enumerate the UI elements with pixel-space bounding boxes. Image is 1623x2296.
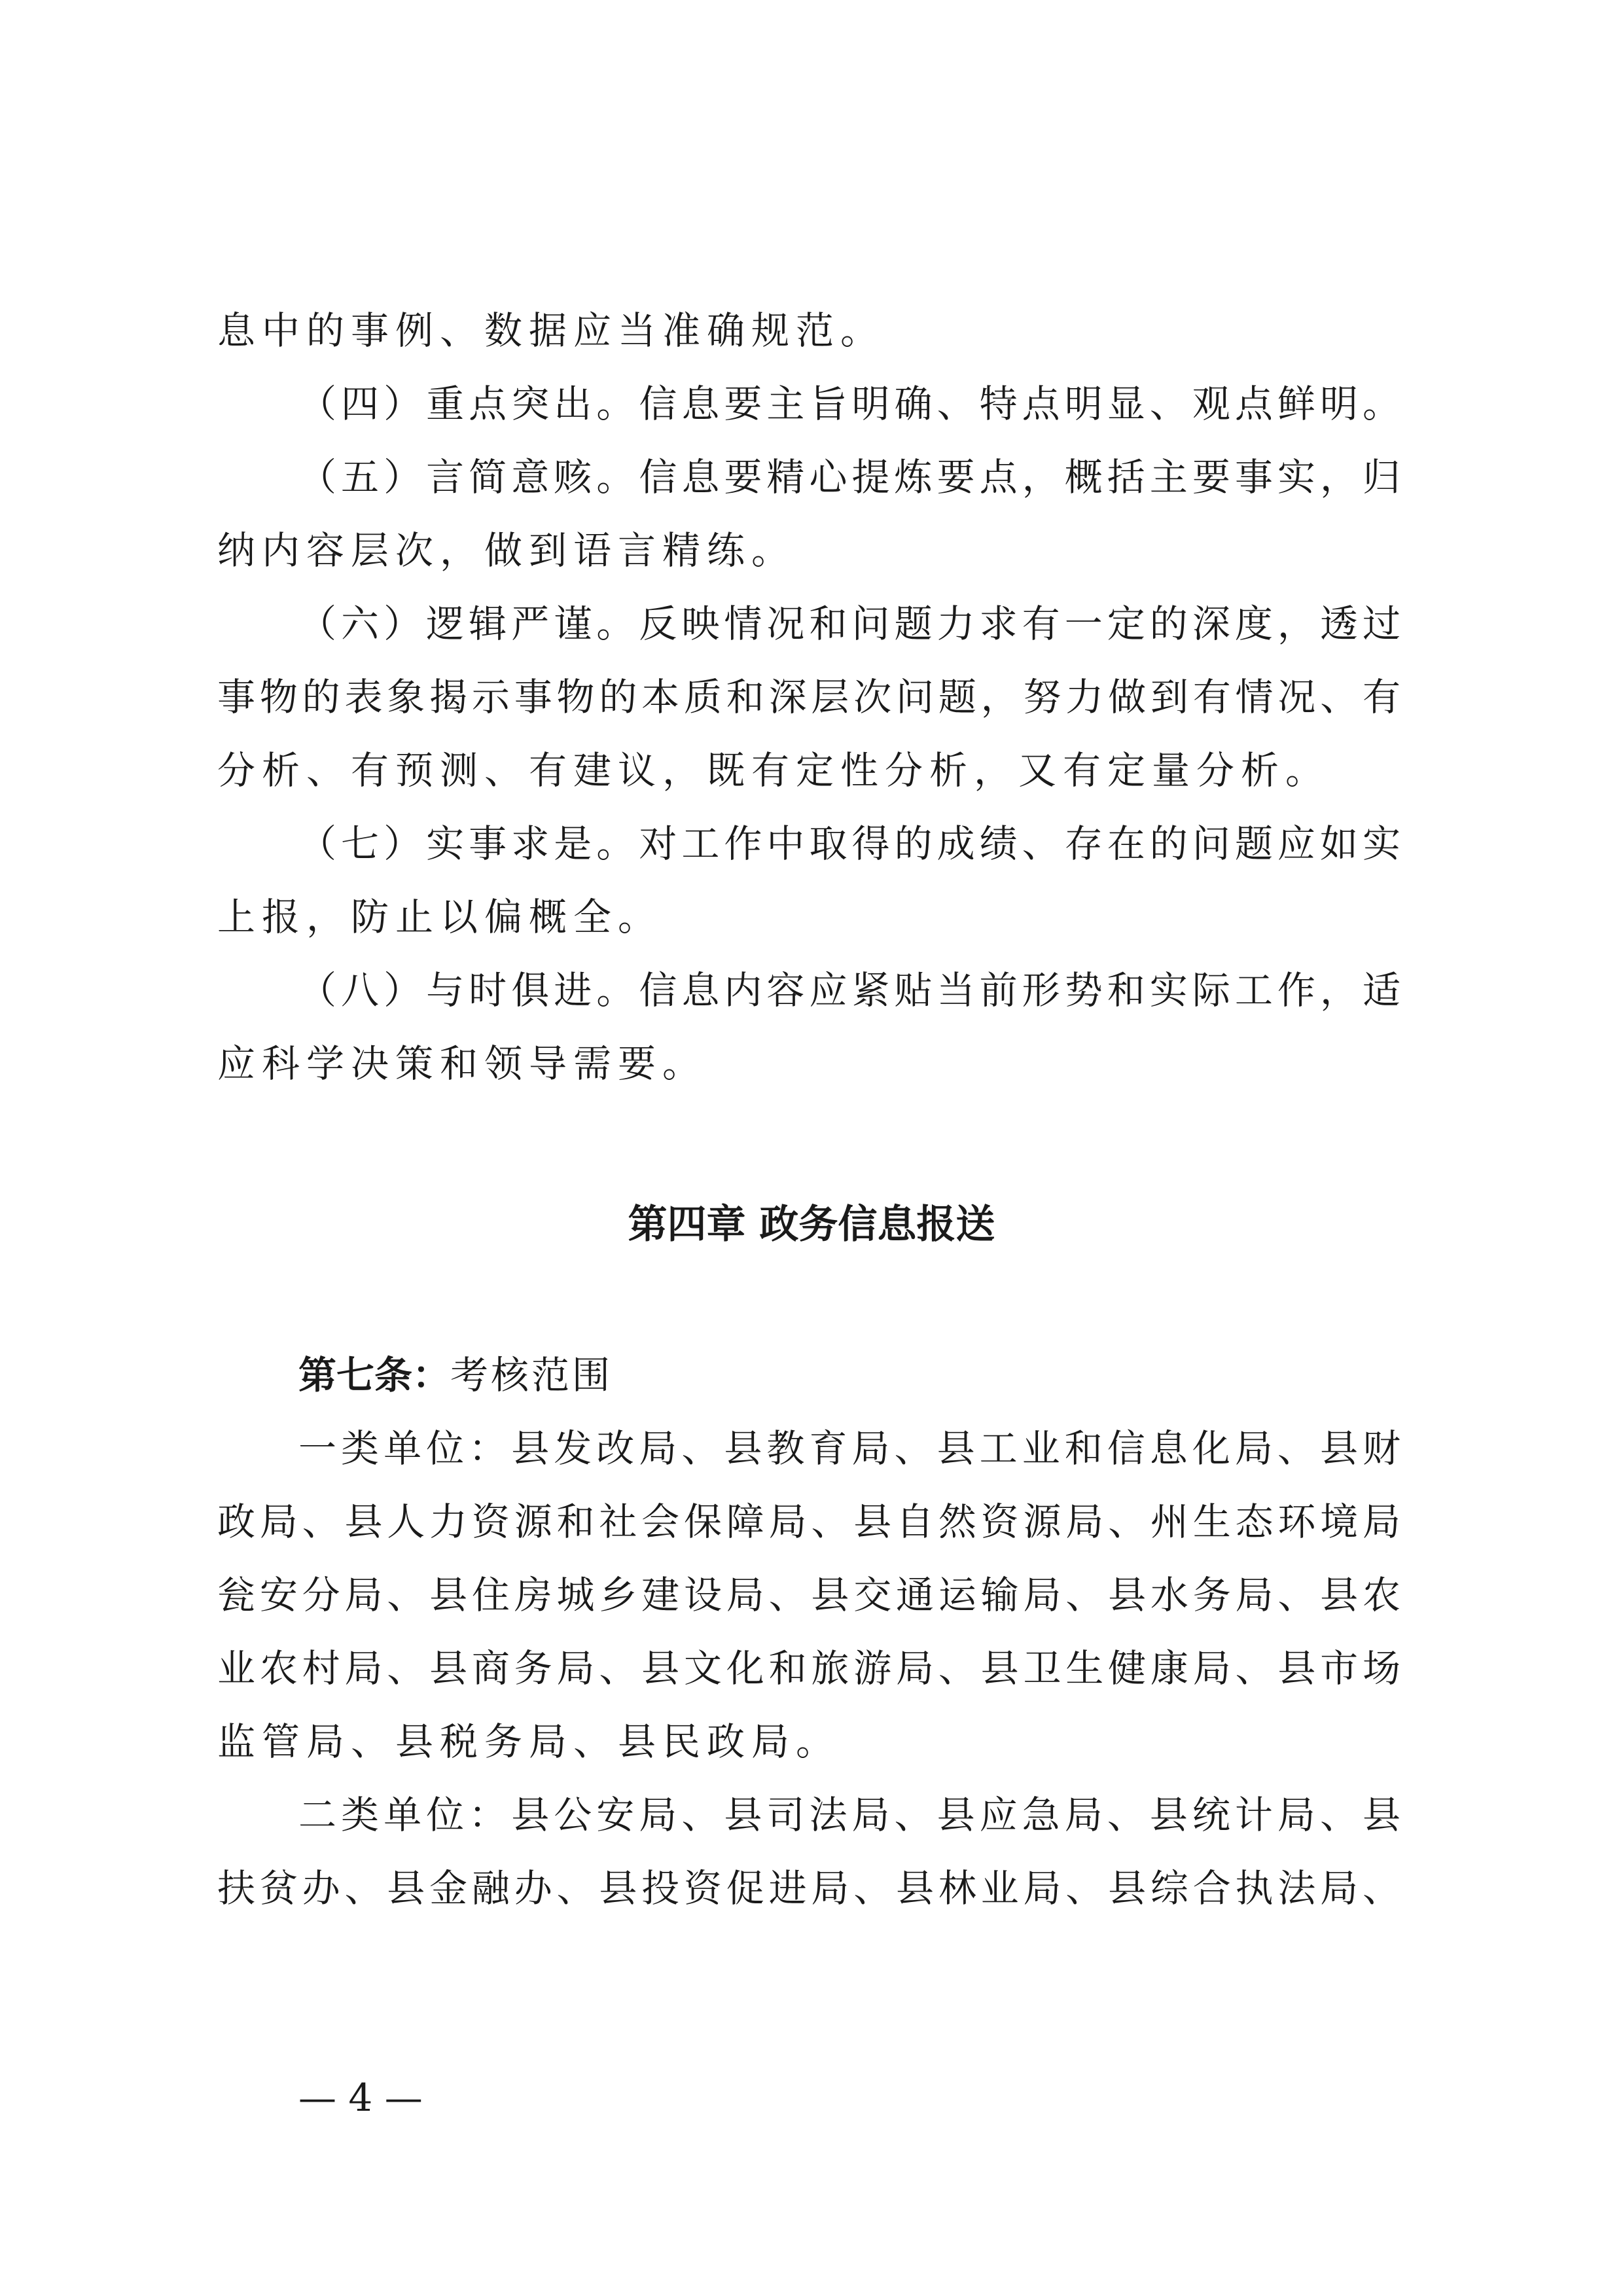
text-line: （六）逻辑严谨。反映情况和问题力求有一定的深度，透过	[298, 601, 1400, 646]
text-line: （四）重点突出。信息要主旨明确、特点明显、观点鲜明。	[298, 382, 1400, 426]
article-title: 考核范围	[450, 1353, 613, 1397]
article-label: 第七条：	[298, 1353, 451, 1397]
text-line: 分析、有预测、有建议，既有定性分析，又有定量分析。	[217, 748, 1330, 793]
chapter-heading: 第四章 政务信息报送	[628, 1202, 995, 1247]
page-number: — 4 —	[298, 2075, 423, 2120]
text-line: （五）言简意赅。信息要精心提炼要点，概括主要事实，归	[298, 455, 1400, 499]
text-line: 息中的事例、数据应当准确规范。	[217, 308, 885, 353]
text-line: 事物的表象揭示事物的本质和深层次问题，努力做到有情况、有	[217, 675, 1400, 719]
text-line: 瓮安分局、县住房城乡建设局、县交通运输局、县水务局、县农	[217, 1573, 1400, 1617]
text-line: 政局、县人力资源和社会保障局、县自然资源局、州生态环境局	[217, 1499, 1400, 1544]
text-line: （七）实事求是。对工作中取得的成绩、存在的问题应如实	[298, 821, 1400, 866]
text-line: 一类单位：县发改局、县教育局、县工业和信息化局、县财	[298, 1426, 1400, 1471]
text-line: 应科学决策和领导需要。	[217, 1041, 707, 1086]
text-line: 监管局、县税务局、县民政局。	[217, 1719, 841, 1764]
text-line: 纳内容层次，做到语言精练。	[217, 528, 796, 573]
text-line: 业农村局、县商务局、县文化和旅游局、县卫生健康局、县市场	[217, 1646, 1400, 1691]
article-heading	[298, 1352, 613, 1398]
text-line: 扶贫办、县金融办、县投资促进局、县林业局、县综合执法局、	[217, 1866, 1400, 1910]
text-line: 二类单位：县公安局、县司法局、县应急局、县统计局、县	[298, 1793, 1400, 1837]
text-line: （八）与时俱进。信息内容应紧贴当前形势和实际工作，适	[298, 968, 1400, 1013]
text-line: 上报，防止以偏概全。	[217, 895, 663, 939]
